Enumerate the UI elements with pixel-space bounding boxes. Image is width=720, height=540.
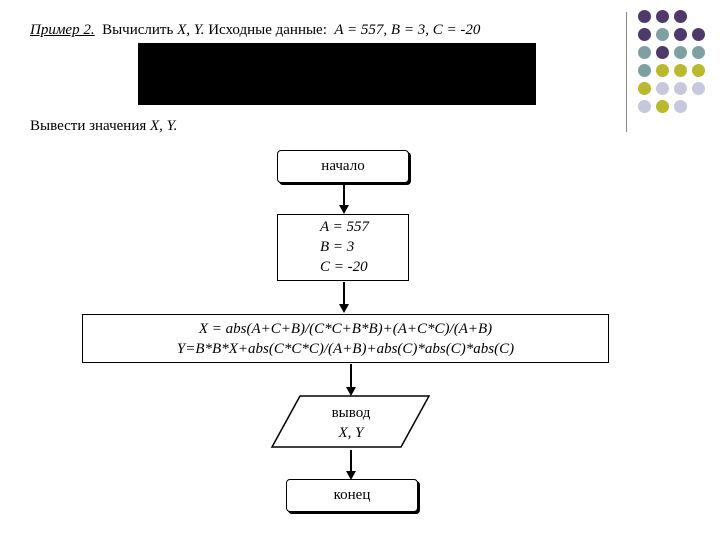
decor-dot (638, 64, 651, 77)
decor-dot (674, 10, 687, 23)
decor-dot (674, 28, 687, 41)
output-instruction-text: Вывести значения (30, 118, 147, 134)
decor-dot (656, 46, 669, 59)
output-vars: X, Y (338, 425, 364, 441)
input-line-b: B = 3 (320, 239, 355, 255)
decor-dot (656, 28, 669, 41)
task-text: Вычислить (102, 22, 174, 38)
decor-dot (638, 46, 651, 59)
decor-dot (656, 82, 669, 95)
output-instruction-vars: X, Y. (150, 118, 178, 134)
decor-dot (692, 82, 705, 95)
decor-dot (674, 64, 687, 77)
output-instruction (30, 118, 177, 135)
input-line-c: C = -20 (320, 259, 368, 275)
decor-dot (674, 100, 687, 113)
decor-dot (638, 10, 651, 23)
decor-dot (638, 28, 651, 41)
decor-divider (626, 12, 627, 132)
task-vars: X, Y. (177, 22, 205, 38)
given-label: Исходные данные: (208, 22, 327, 38)
output-text (270, 403, 432, 443)
end-label: конец (333, 487, 371, 503)
decor-dot (638, 100, 651, 113)
arrow-process-output (350, 364, 352, 389)
decor-dot (674, 82, 687, 95)
example-label: Пример 2. (30, 22, 95, 38)
b-value: B = 3, (390, 22, 429, 38)
end-terminal (286, 479, 418, 512)
decor-dot (656, 10, 669, 23)
arrow-head-1 (339, 205, 349, 214)
input-block (277, 214, 409, 281)
arrow-head-2 (339, 304, 349, 313)
process-line-y: Y=B*B*X+abs(C*C*C)/(A+B)+abs(C)*abs(C)*abs(C) (176, 341, 515, 357)
start-terminal (277, 150, 409, 183)
arrow-input-process (343, 282, 345, 305)
decor-dot (656, 100, 669, 113)
decor-dot (656, 64, 669, 77)
decor-dot (692, 64, 705, 77)
task-line (30, 22, 480, 39)
process-line-x: X = abs(A+C+B)/(C*C+B*B)+(A+C*C)/(A+B) (198, 321, 493, 337)
start-label: начало (321, 158, 365, 174)
decor-dot (638, 82, 651, 95)
output-title: вывод (331, 405, 371, 421)
c-value: C = -20 (432, 22, 481, 38)
decor-dot (692, 46, 705, 59)
arrow-output-end (350, 450, 352, 473)
process-block (82, 314, 609, 363)
arrow-start-input (343, 184, 345, 207)
decor-dot (674, 46, 687, 59)
a-value: A = 557, (334, 22, 388, 38)
formula-image-block (138, 43, 536, 105)
input-line-a: A = 557 (320, 219, 370, 235)
decor-dot (692, 28, 705, 41)
